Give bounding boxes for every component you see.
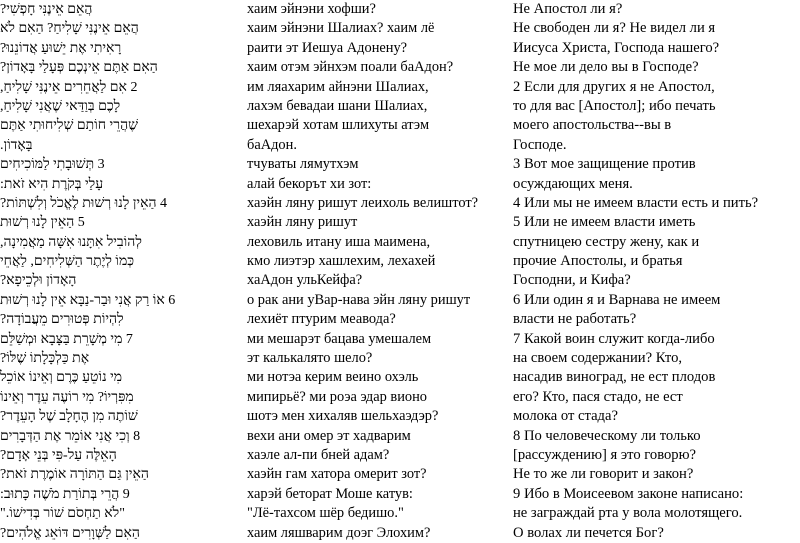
- hebrew-line: מִי נוֹטֵעַ כֶּרֶם וְאֵינוֹ אוֹכֵל: [0, 370, 123, 386]
- transliteration-line: вехи ани омер эт хадварим: [247, 427, 411, 444]
- transliteration-line: хаим ляшварим доэг Элохим?: [247, 524, 431, 541]
- transliteration-line: леховиль итану иша маимена,: [247, 233, 431, 250]
- hebrew-line: 4 הַאֵין לָנוּ רְשׁוּת לֶאֱכֹל וְלִשְׁתּוֹת?: [0, 195, 168, 211]
- transliteration-line: шотэ мен хихаляв шельхаэдэр?: [247, 408, 439, 425]
- hebrew-line: עָלַי בְּקֹרֶת הִיא זֹאת:: [0, 176, 104, 192]
- hebrew-line: שֶׁהֲרֵי חוֹתַם שְׁלִיחוּתִי אַתֶּם: [0, 118, 139, 134]
- hebrew-line: 7 מִי מְשָׁרֵת בַּצָּבָא וּמְשַׁלֵּם: [0, 331, 133, 347]
- russian-line: Иисуса Христа, Господа нашего?: [513, 39, 720, 56]
- hebrew-line: הַאִם לַשְּׁוָרִים דּוֹאֵג אֱלֹהִים?: [0, 525, 140, 541]
- transliteration-line: баАдон.: [247, 136, 297, 153]
- hebrew-line: 9 הֲרֵי בְּתוֹרַת מֹשֶׁה כָּתוּב:: [0, 486, 130, 502]
- hebrew-line: לִהְיוֹת פְּטוּרִים מֵעֲבוֹדָה?: [0, 312, 124, 328]
- russian-line: Господни, и Кифа?: [513, 272, 631, 289]
- russian-line: 8 По человеческому ли только: [513, 427, 701, 444]
- hebrew-line: הֲאֵם אֵינֶנִּי שָׁלִיחַ? הַאִם לֹא: [0, 21, 139, 37]
- hebrew-line: הָאָדוֹן וּלְכֵיפָא?: [0, 273, 77, 289]
- russian-line: его? Кто, пася стадо, не ест: [513, 388, 683, 405]
- russian-column: [513, 0, 798, 543]
- hebrew-line: הַאִם אַתֶּם אֵינְכֶם פְּעָלַי בָּאָדוֹן?: [0, 60, 158, 76]
- hebrew-line: אֶת כַּלְכָּלָתוֹ שֶׁלּוֹ?: [0, 351, 90, 367]
- hebrew-line: 5 הַאֵין לָנוּ רְשׁוּת: [0, 215, 85, 231]
- russian-line: насадив виноград, не ест плодов: [513, 369, 716, 386]
- transliteration-line: хаАдон ульКейфа?: [247, 272, 363, 289]
- hebrew-column: [0, 0, 242, 543]
- hebrew-line: 6 אוֹ רַק אֲנִי וּבַר-נַבָּא אֵין לָנוּ רְשׁוּת: [0, 292, 176, 308]
- hebrew-line: הַאֵין גַּם הַתּוֹרָה אוֹמֶרֶת זֹאת?: [0, 467, 149, 483]
- russian-line: прочие Апостолы, и братья: [513, 253, 683, 270]
- hebrew-line: הָאֵלֶּה עַל-פִּי בְּנֵי אָדָם?: [0, 447, 117, 463]
- transliteration-line: хаим отэм эйнхэм поали баАдон?: [247, 59, 454, 76]
- transliteration-line: мипирьё? ми роэа эдар вионо: [247, 388, 427, 405]
- transliteration-column: [247, 0, 502, 543]
- transliteration-line: шехарэй хотам шлихуты атэм: [247, 117, 430, 134]
- transliteration-line: хаэле ал-пи бней адам?: [247, 446, 390, 463]
- russian-line: Не то же ли говорит и закон?: [513, 466, 694, 483]
- russian-line: не заграждай рта у вола молотящего.: [513, 505, 743, 522]
- transliteration-line: харэй беторат Моше катув:: [247, 485, 413, 502]
- hebrew-line: 2 אִם לַאֲחֵרִים אֵינֶנִּי שָׁלִיחַ,: [0, 79, 138, 95]
- russian-line: Господе.: [513, 136, 567, 153]
- transliteration-line: им ляахарим айнэни Шалиах,: [247, 78, 429, 95]
- russian-line: 3 Вот мое защищение против: [513, 156, 696, 173]
- hebrew-line: הֲאֵם אֵינֶנִּי חָפְשִׁי?: [0, 2, 93, 17]
- hebrew-line: רָאִיתִי אֶת יֵשׁוּעַ אֲדוֹנֵנוּ?: [0, 40, 122, 56]
- transliteration-line: раити эт Иешуа Адонену?: [247, 39, 408, 56]
- transliteration-line: хаим эйнэни Шалиах? хаим лё: [247, 20, 435, 37]
- hebrew-line: "לֹא תַחְסֹם שׁוֹר בְּדִישׁוֹ.": [0, 506, 125, 522]
- transliteration-line: хаэйн ляну ришут: [247, 214, 358, 231]
- transliteration-line: о рак ани уВар-нава эйн ляну ришут: [247, 291, 471, 308]
- russian-line: 7 Какой воин служит когда-либо: [513, 330, 715, 347]
- hebrew-line: בָּאָדוֹן.: [0, 137, 33, 153]
- transliteration-line: тчуваты лямутхэм: [247, 156, 359, 173]
- russian-line: на своем содержании? Кто,: [513, 350, 683, 367]
- russian-line: 2 Если для других я не Апостол,: [513, 78, 715, 95]
- transliteration-line: кмо лиэтэр хашлехим, лехахей: [247, 253, 436, 270]
- russian-line: молока от стада?: [513, 408, 618, 425]
- russian-line: 5 Или не имеем власти иметь: [513, 214, 696, 231]
- russian-line: спутницею сестру жену, как и: [513, 233, 700, 250]
- transliteration-line: хаим эйнэни хофши?: [247, 1, 376, 17]
- transliteration-line: ми мешарэт бацава умешалем: [247, 330, 432, 347]
- russian-line: то для вас [Апостол]; ибо печать: [513, 97, 716, 114]
- russian-line: Не Апостол ли я?: [513, 1, 623, 17]
- hebrew-line: כְּמוֹ לְיֶתֶר הַשְּׁלִיחִים, לַאֲחֵי: [0, 254, 135, 270]
- russian-line: О волах ли печется Бог?: [513, 524, 664, 541]
- hebrew-line: שׁוֹתֶה מִן הֶחָלָב שֶׁל הָעֵדֶר?: [0, 409, 138, 425]
- hebrew-line: 3 תְּשׁוּבָתִי לַמּוֹכִיחִים: [0, 157, 105, 173]
- russian-line: [рассуждению] я это говорю?: [513, 446, 696, 463]
- hebrew-line: 8 וְכִי אֲנִי אוֹמֵר אֶת הַדְּבָרִים: [0, 428, 141, 444]
- russian-line: Не мое ли дело вы в Господе?: [513, 59, 699, 76]
- transliteration-line: хаэйн ляну ришут леихоль велиштот?: [247, 194, 479, 211]
- transliteration-line: хаэйн гам хатора омерит зот?: [247, 466, 427, 483]
- transliteration-line: "Лё-тахсом шёр бедишо.": [247, 505, 404, 522]
- hebrew-line: לָכֶם בְּוַדַּאי שֶׁאֲנִי שָׁלִיחַ,: [0, 98, 121, 114]
- transliteration-line: эт калькалято шело?: [247, 350, 373, 367]
- russian-line: моего апостольства--вы в: [513, 117, 672, 134]
- transliteration-line: лехиёт птурим меавода?: [247, 311, 396, 328]
- russian-line: осуждающих меня.: [513, 175, 633, 192]
- russian-line: власти не работать?: [513, 311, 637, 328]
- transliteration-line: алай бекорът хи зот:: [247, 175, 372, 192]
- hebrew-line: לְהוֹבִיל אִתָּנוּ אִשָּׁה מַאֲמִינָה,: [0, 234, 142, 250]
- russian-line: 6 Или один я и Варнава не имеем: [513, 291, 721, 308]
- russian-line: 9 Ибо в Моисеевом законе написано:: [513, 485, 744, 502]
- transliteration-line: ми нотэа керим веино охэль: [247, 369, 419, 386]
- russian-line: Не свободен ли я? Не видел ли я: [513, 20, 716, 37]
- hebrew-line: מִפִּרְיוֹ? מִי רוֹעֶה עֵדֶר וְאֵינוֹ: [0, 389, 134, 405]
- transliteration-line: лахэм бевадаи шани Шалиах,: [247, 97, 428, 114]
- russian-line: 4 Или мы не имеем власти есть и пить?: [513, 194, 759, 211]
